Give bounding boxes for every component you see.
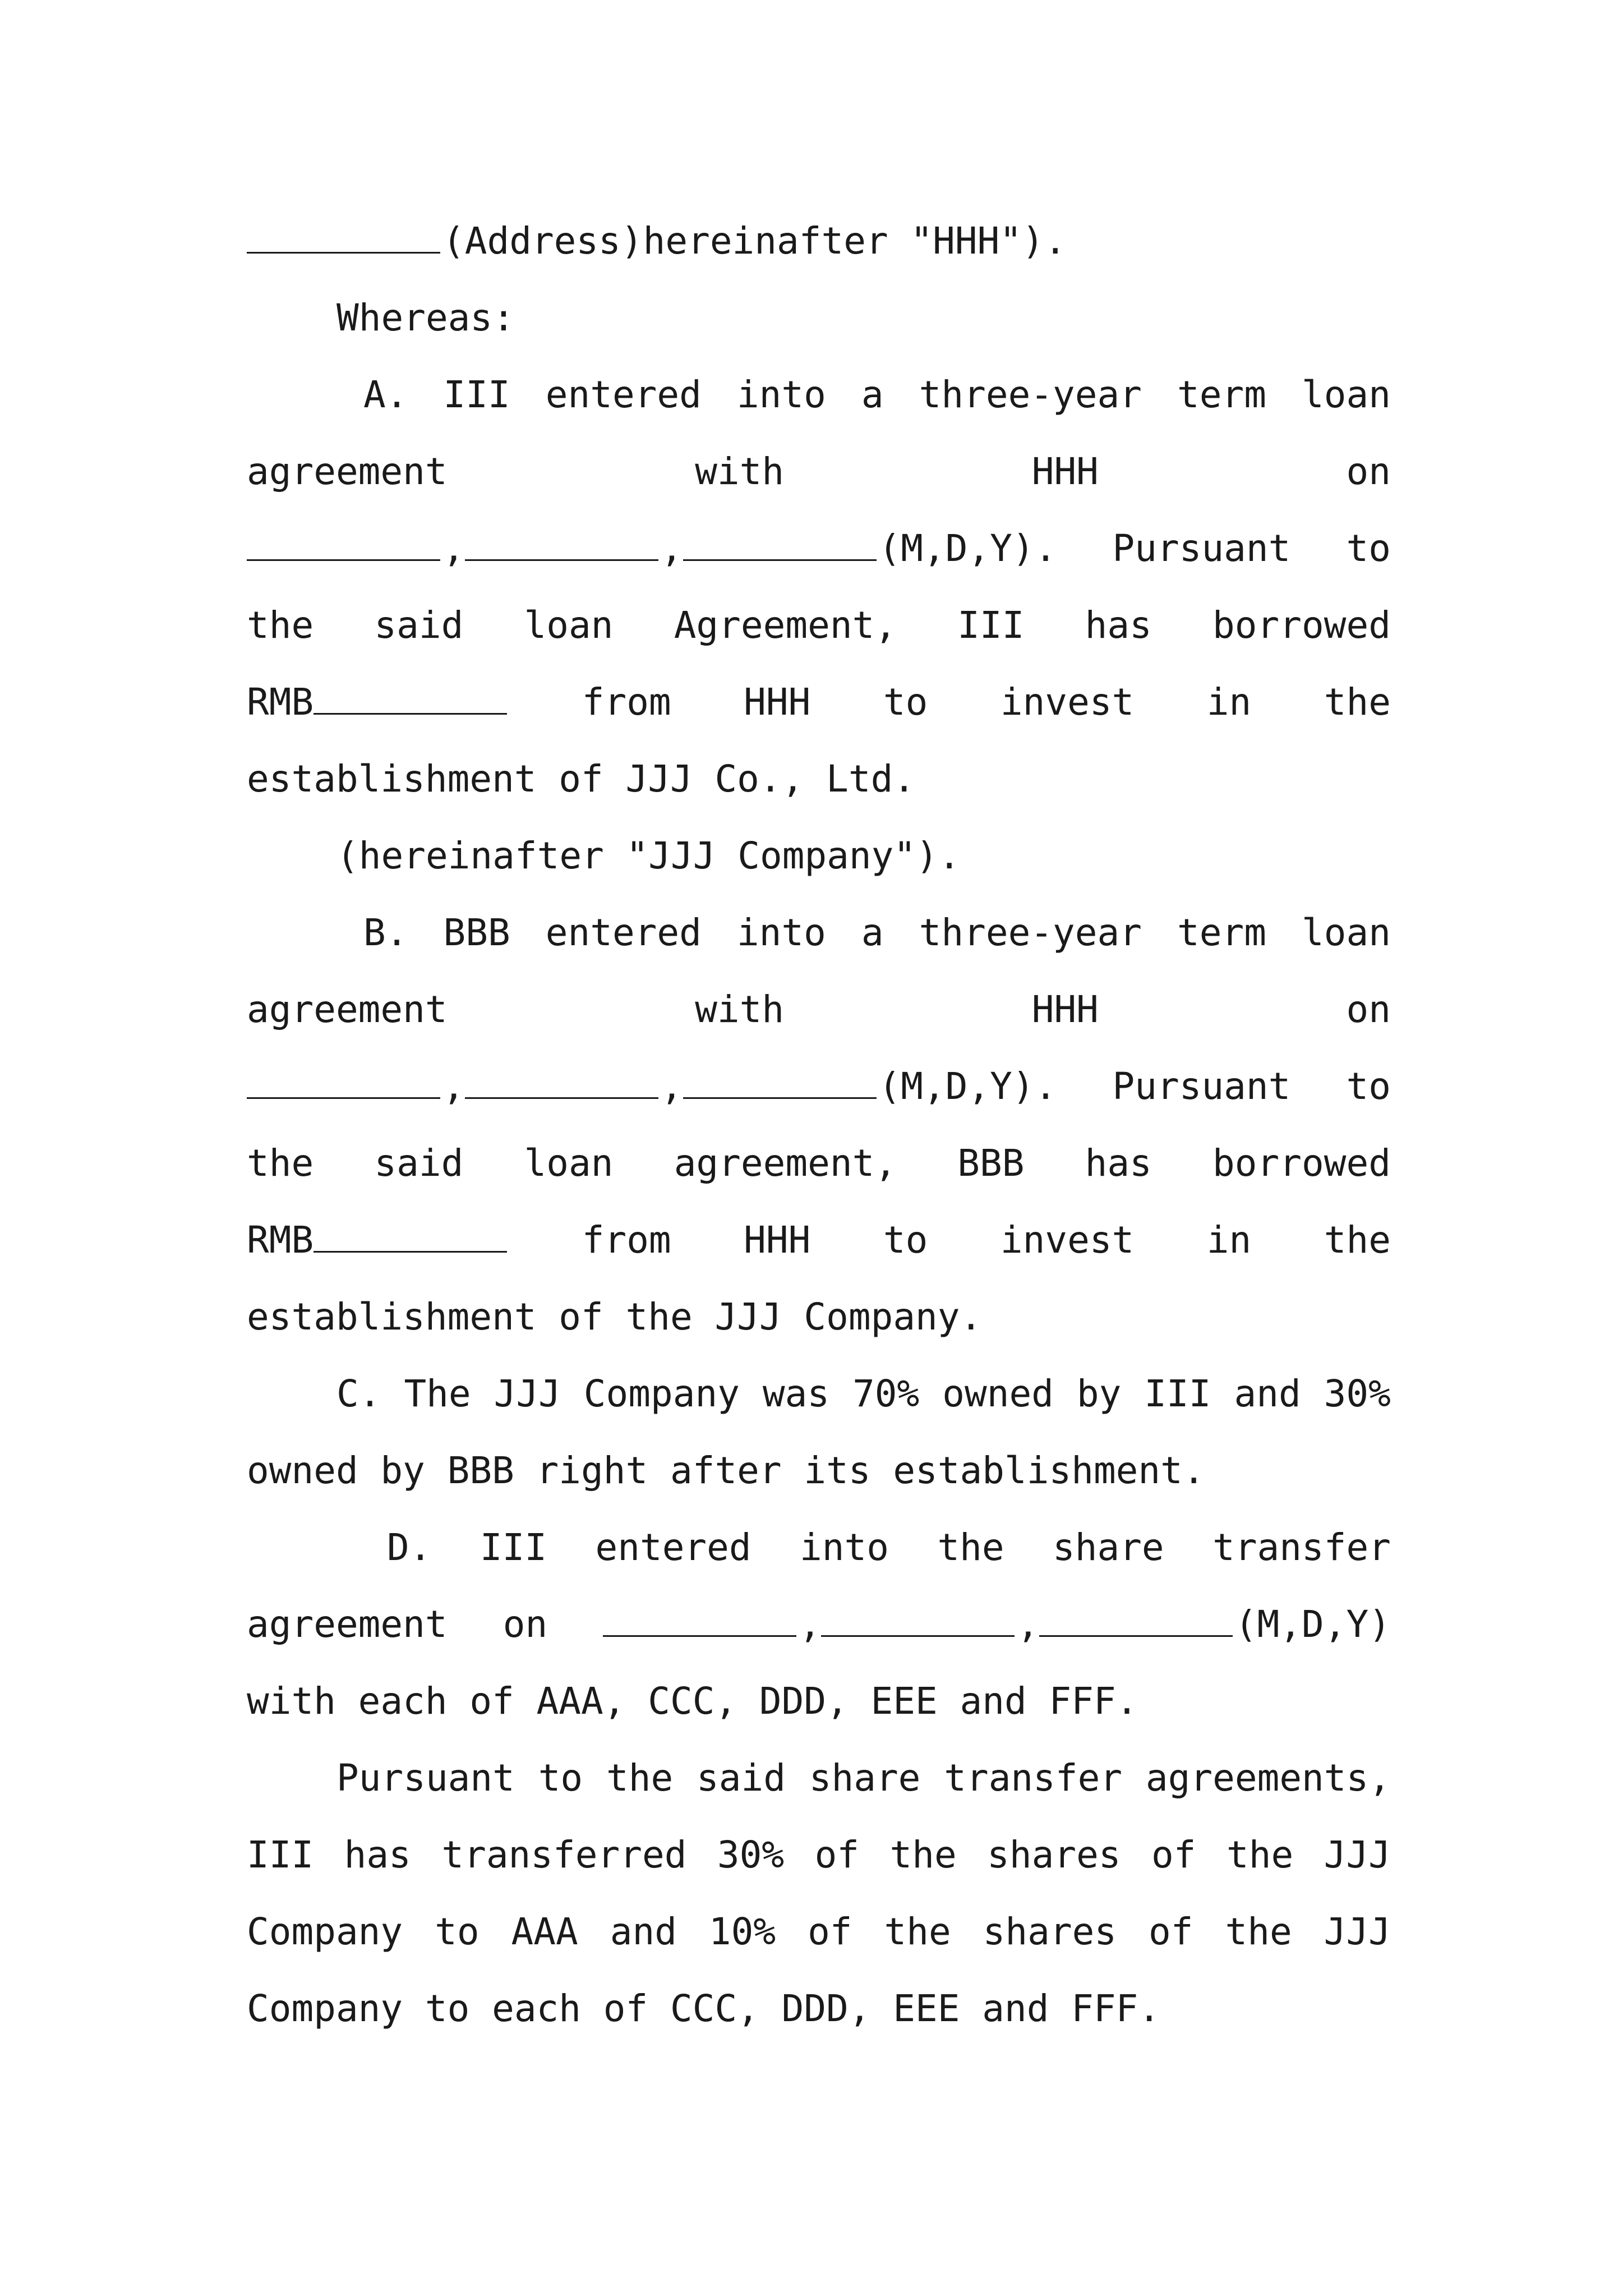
- clause-a-line-6: [247, 751, 1391, 807]
- text: with each of AAA, CCC, DDD, EEE and FFF.: [247, 1680, 1138, 1723]
- word: C.: [336, 1372, 381, 1415]
- word: III: [1144, 1372, 1211, 1415]
- pursuant-line-1: [336, 1750, 1391, 1806]
- clause-d-line-1: [387, 1520, 1391, 1576]
- word: BBB: [957, 1142, 1025, 1185]
- word: entered: [545, 373, 702, 416]
- word: agreement: [247, 1603, 448, 1646]
- word: HHH: [744, 1218, 811, 1262]
- date-fields: [247, 1059, 1057, 1115]
- pursuant-line-3: [247, 1904, 1391, 1960]
- word: JJJ: [494, 1372, 561, 1415]
- clause-b-line-2: [247, 982, 1391, 1038]
- address-blank: [247, 218, 440, 254]
- text: establishment of JJJ Co., Ltd.: [247, 757, 916, 800]
- date-fields: [603, 1596, 1391, 1653]
- month-blank: [247, 526, 440, 561]
- word: said: [374, 1142, 464, 1185]
- word: on: [502, 1603, 548, 1646]
- word: of: [1149, 1910, 1193, 1953]
- day-blank: [465, 1064, 658, 1099]
- word: 10%: [708, 1910, 776, 1953]
- word: agreement,: [674, 1142, 897, 1185]
- year-blank: [1039, 1602, 1233, 1637]
- word: in: [1206, 1218, 1252, 1262]
- word: said: [696, 1756, 786, 1800]
- word: loan: [524, 1142, 614, 1185]
- separator: ,: [660, 1065, 683, 1108]
- word: into: [736, 373, 826, 416]
- clause-c-line-2: [247, 1443, 1391, 1499]
- word: to: [1346, 527, 1391, 570]
- word: Agreement,: [674, 604, 897, 647]
- clause-b-amount-line: [247, 1212, 1391, 1268]
- word: The: [404, 1372, 471, 1415]
- word: term: [1177, 911, 1266, 954]
- word: HHH: [1031, 988, 1099, 1031]
- word: III: [247, 1833, 314, 1876]
- word: loan: [524, 604, 614, 647]
- word: has: [1085, 604, 1152, 647]
- text: owned by BBB right after its establishment.: [247, 1449, 1205, 1492]
- word: has: [344, 1833, 411, 1876]
- word: Company: [247, 1910, 403, 1953]
- word: 30%: [1324, 1372, 1391, 1415]
- word: into: [800, 1526, 889, 1569]
- clause-a-line-4: [247, 597, 1391, 654]
- word: agreements,: [1145, 1756, 1391, 1800]
- word: three-year: [919, 911, 1142, 954]
- word: to: [883, 680, 928, 724]
- word: transfer: [1212, 1526, 1391, 1569]
- text: (hereinafter "JJJ Company").: [336, 834, 961, 877]
- word: III: [479, 1526, 547, 1569]
- word: Pursuant: [336, 1756, 515, 1800]
- text: Company to each of CCC, DDD, EEE and FFF.: [247, 1987, 1161, 2030]
- word: HHH: [1031, 450, 1099, 493]
- day-blank: [821, 1602, 1015, 1637]
- word: the: [1324, 1218, 1391, 1262]
- word: to: [538, 1756, 583, 1800]
- amount-blank: [313, 679, 507, 715]
- word: 70%: [852, 1372, 920, 1415]
- month-blank: [603, 1602, 796, 1637]
- month-blank: [247, 1064, 440, 1099]
- word: a: [861, 911, 884, 954]
- word: and: [1234, 1372, 1301, 1415]
- word: A.: [363, 373, 408, 416]
- word: term: [1177, 373, 1266, 416]
- clause-b-line-6: [247, 1289, 1391, 1345]
- clause-a-line-7: [336, 828, 1481, 884]
- word: entered: [545, 911, 702, 954]
- word: the: [884, 1910, 951, 1953]
- word: Pursuant: [1112, 527, 1291, 570]
- word: AAA: [511, 1910, 578, 1953]
- clause-a-line-2: [247, 444, 1391, 500]
- separator: ,: [799, 1603, 822, 1646]
- separator: ,: [660, 527, 683, 570]
- word: the: [937, 1526, 1004, 1569]
- word: from: [582, 680, 671, 724]
- word: BBB: [443, 911, 510, 954]
- word: D.: [387, 1526, 432, 1569]
- amount-field: [247, 674, 509, 730]
- word: JJJ: [1324, 1910, 1391, 1953]
- word: by: [1076, 1372, 1122, 1415]
- word: loan: [1301, 911, 1391, 954]
- clause-d-date-line: [247, 1596, 1391, 1653]
- whereas-heading: [336, 290, 1481, 346]
- word: of: [814, 1833, 860, 1876]
- address-line: [247, 213, 1391, 269]
- word: shares: [983, 1910, 1117, 1953]
- word: Company: [583, 1372, 740, 1415]
- word: the: [889, 1833, 957, 1876]
- word: III: [957, 604, 1025, 647]
- word: of: [808, 1910, 852, 1953]
- word: to: [435, 1910, 479, 1953]
- clause-b-line-1: [363, 905, 1391, 961]
- word: owned: [942, 1372, 1054, 1415]
- separator: ,: [1017, 1603, 1039, 1646]
- year-blank: [683, 1064, 877, 1099]
- word: transferred: [441, 1833, 687, 1876]
- word: III: [443, 373, 510, 416]
- word: transfer: [944, 1756, 1123, 1800]
- word: with: [695, 450, 785, 493]
- word: was: [762, 1372, 830, 1415]
- word: share: [1052, 1526, 1164, 1569]
- pursuant-line-4: [247, 1981, 1391, 2037]
- word: the: [1324, 680, 1391, 724]
- day-blank: [465, 526, 658, 561]
- clause-a-amount-line: [247, 674, 1391, 730]
- word: JJJ: [1324, 1833, 1391, 1876]
- clause-a-line-1: [363, 367, 1391, 423]
- word: said: [374, 604, 464, 647]
- word: borrowed: [1212, 1142, 1391, 1185]
- word: Pursuant: [1112, 1065, 1291, 1108]
- word: on: [1346, 988, 1391, 1031]
- word: of: [1151, 1833, 1196, 1876]
- word: loan: [1301, 373, 1391, 416]
- word: invest: [1000, 680, 1135, 724]
- word: agreement: [247, 988, 448, 1031]
- word: HHH: [744, 680, 811, 724]
- clause-b-date-line: [247, 1059, 1391, 1115]
- word: the: [247, 604, 314, 647]
- word: a: [861, 373, 884, 416]
- separator: ,: [442, 527, 465, 570]
- text: establishment of the JJJ Company.: [247, 1295, 983, 1338]
- date-format-label: (M,D,Y).: [878, 527, 1057, 570]
- word: share: [809, 1756, 921, 1800]
- address-text: (Address)hereinafter "HHH").: [442, 219, 1067, 263]
- word: the: [1226, 1833, 1294, 1876]
- clause-a-date-line: [247, 521, 1391, 577]
- whereas-text: Whereas:: [336, 296, 515, 339]
- word: and: [610, 1910, 677, 1953]
- word: from: [582, 1218, 671, 1262]
- amount-blank: [313, 1217, 507, 1253]
- clause-b-line-4: [247, 1135, 1391, 1191]
- word: in: [1206, 680, 1252, 724]
- word: shares: [987, 1833, 1121, 1876]
- word: borrowed: [1212, 604, 1391, 647]
- word: three-year: [919, 373, 1142, 416]
- separator: ,: [442, 1065, 465, 1108]
- pursuant-line-2: [247, 1827, 1391, 1883]
- date-format-label: (M,D,Y).: [878, 1065, 1057, 1108]
- word: to: [1346, 1065, 1391, 1108]
- clause-d-line-3: [247, 1673, 1391, 1729]
- word: entered: [595, 1526, 751, 1569]
- date-format-label: (M,D,Y): [1234, 1603, 1391, 1646]
- word: with: [695, 988, 785, 1031]
- word: on: [1346, 450, 1391, 493]
- currency-label: RMB: [247, 680, 314, 724]
- word: B.: [363, 911, 408, 954]
- word: the: [247, 1142, 314, 1185]
- year-blank: [683, 526, 877, 561]
- amount-field: [247, 1212, 509, 1268]
- date-fields: [247, 521, 1057, 577]
- currency-label: RMB: [247, 1218, 314, 1262]
- word: has: [1085, 1142, 1152, 1185]
- word: 30%: [717, 1833, 785, 1876]
- word: invest: [1000, 1218, 1135, 1262]
- word: to: [883, 1218, 928, 1262]
- word: into: [736, 911, 826, 954]
- clause-c-line-1: [336, 1366, 1391, 1422]
- word: the: [1225, 1910, 1292, 1953]
- word: agreement: [247, 450, 448, 493]
- word: the: [606, 1756, 674, 1800]
